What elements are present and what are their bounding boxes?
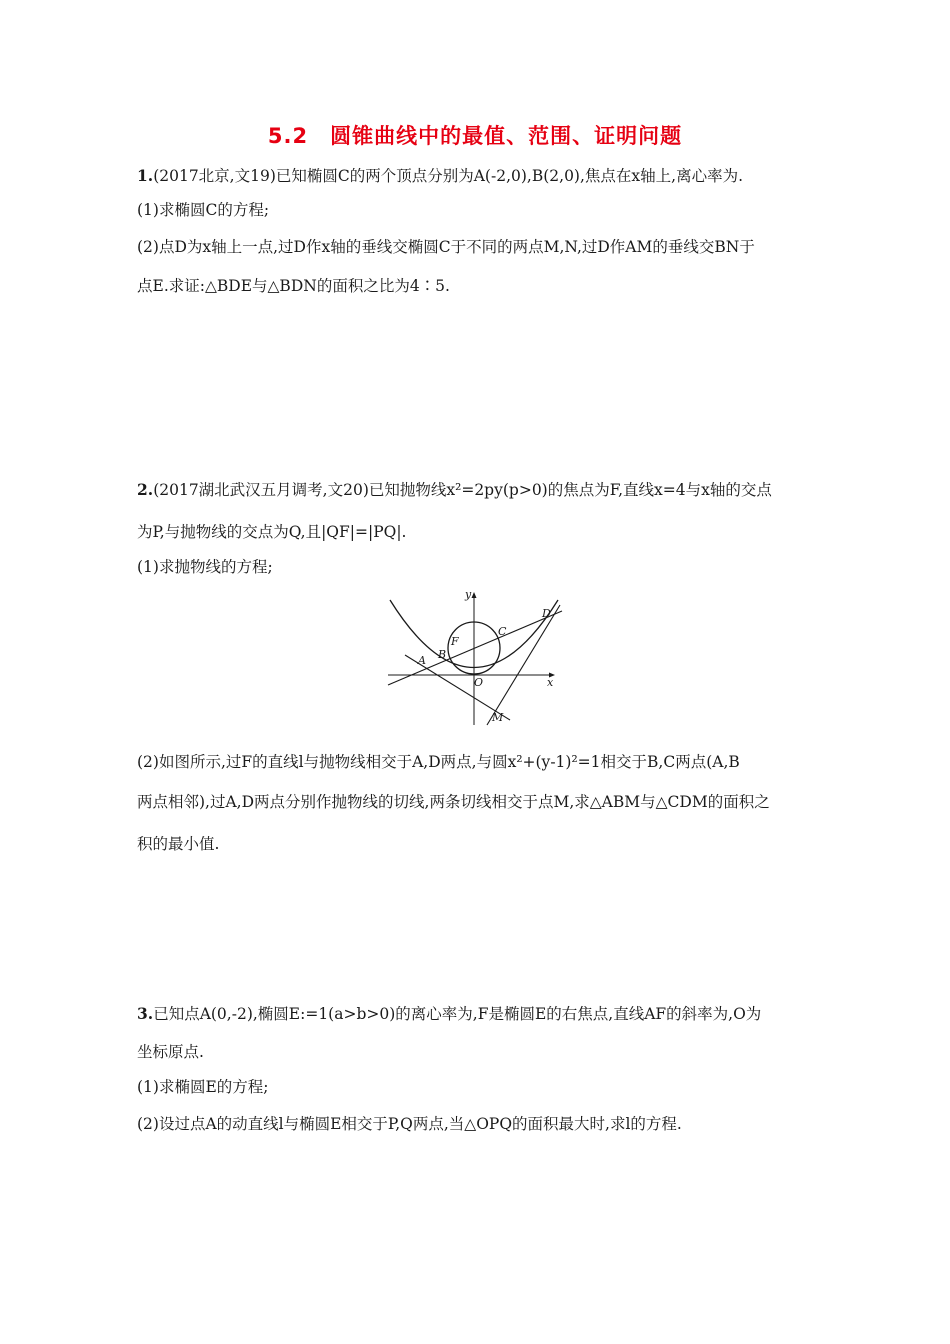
problem-1-number: 1. — [137, 166, 154, 185]
problem-2-part-2-end: 积的最小值. — [137, 835, 220, 853]
parabola-diagram — [385, 585, 565, 730]
problem-2-stem-cont: 为P,与抛物线的交点为Q,且|QF|=|PQ|. — [137, 523, 407, 541]
label-x: x — [547, 676, 554, 689]
label-c: C — [498, 625, 507, 638]
problem-2-stem: (2017湖北武汉五月调考,文20)已知抛物线x²=2py(p>0)的焦点为F,直线x=4与x轴的交点 — [153, 481, 772, 499]
problem-2-part-2: (2)如图所示,过F的直线l与抛物线相交于A,D两点,与圆x²+(y-1)²=1相交于B,C两点(A,B — [137, 753, 740, 771]
label-o: O — [474, 676, 484, 689]
problem-3-part-1: (1)求椭圆E的方程; — [137, 1078, 269, 1096]
problem-2-part-1: (1)求抛物线的方程; — [137, 558, 273, 576]
problem-3-part-2: (2)设过点A的动直线l与椭圆E相交于P,Q两点,当△OPQ的面积最大时,求l的方程. — [137, 1115, 682, 1133]
label-b: B — [438, 648, 447, 661]
problem-2-number: 2. — [137, 480, 154, 499]
problem-2-part-2-cont: 两点相邻),过A,D两点分别作抛物线的切线,两条切线相交于点M,求△ABM与△CDM的面积之 — [137, 793, 770, 811]
label-m: M — [492, 711, 504, 724]
label-d: D — [542, 607, 551, 620]
y-axis-arrow — [472, 592, 477, 598]
problem-1-stem: (2017北京,文19)已知椭圆C的两个顶点分别为A(-2,0),B(2,0),焦点在x轴上,离心率为. — [153, 167, 743, 185]
problem-1-part-2: (2)点D为x轴上一点,过D作x轴的垂线交椭圆C于不同的两点M,N,过D作AM的垂线交BN于 — [137, 238, 755, 256]
tangent-at-d — [487, 605, 560, 725]
problem-3-number: 3. — [137, 1004, 154, 1023]
problem-1-part-2-cont: 点E.求证:△BDE与△BDN的面积之比为4∶5. — [137, 277, 450, 295]
page-title: 5.2 圆锥曲线中的最值、范围、证明问题 — [267, 124, 683, 148]
parabola-figure — [385, 585, 565, 730]
label-y: y — [465, 588, 472, 601]
problem-2-line-1 — [137, 480, 827, 500]
label-a: A — [418, 654, 426, 667]
problem-3-line-1 — [137, 1004, 827, 1024]
problem-1-line-1 — [137, 166, 827, 186]
problem-3-stem: 已知点A(0,-2),椭圆E:=1(a>b>0)的离心率为,F是椭圆E的右焦点,直线AF的斜率为,O为 — [153, 1005, 762, 1023]
problem-1-part-1: (1)求椭圆C的方程; — [137, 201, 270, 219]
label-f: F — [451, 635, 459, 648]
problem-3-stem-cont: 坐标原点. — [137, 1043, 204, 1061]
